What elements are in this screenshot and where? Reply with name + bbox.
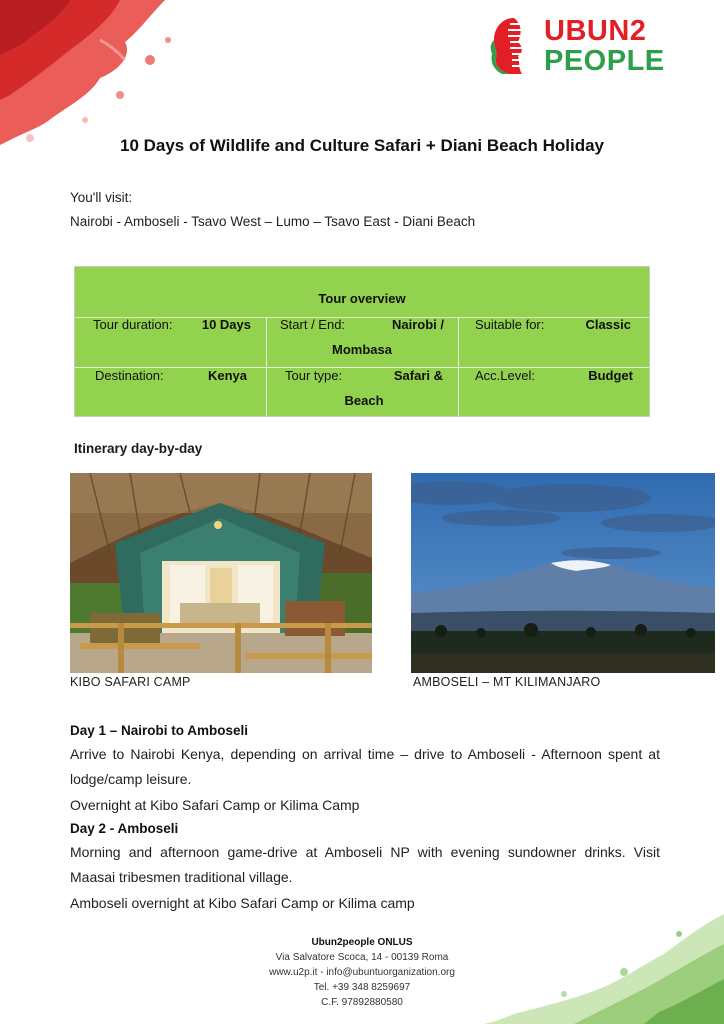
- tour-type-value-cont: Beach: [344, 393, 384, 408]
- tour-overview-header: [75, 267, 649, 318]
- day-2-overnight: Amboseli overnight at Kibo Safari Camp or Kilima camp: [70, 895, 415, 911]
- footer-tax-code: C.F. 97892880580: [321, 997, 403, 1008]
- cell-tour-type: [285, 363, 443, 413]
- day-1-overnight: Overnight at Kibo Safari Camp or Kilima Camp: [70, 797, 360, 813]
- logo-text-people: PEOPLE: [544, 45, 665, 77]
- suitable-for-label: Suitable for:: [475, 317, 545, 332]
- photo-caption-kilimanjaro: AMBOSELI – MT KILIMANJARO: [413, 675, 601, 689]
- cell-acc-level: [475, 363, 633, 413]
- footer-web-email: www.u2p.it - info@ubuntuorganization.org: [269, 967, 455, 978]
- footer-address: Via Salvatore Scoca, 14 - 00139 Roma: [275, 952, 449, 963]
- acc-level-value: Budget: [588, 368, 633, 383]
- face-silhouette-logo-icon: [488, 16, 540, 76]
- itinerary-heading: Itinerary day-by-day: [74, 441, 203, 456]
- start-end-value: Nairobi /: [391, 317, 444, 332]
- red-paint-splash-decoration: [0, 0, 200, 150]
- visit-label: You'll visit:: [70, 190, 133, 205]
- footer-phone: Tel. +39 348 8259697: [313, 982, 411, 993]
- destination-value: Kenya: [207, 368, 247, 383]
- document-title: 10 Days of Wildlife and Culture Safari + Diani Beach Holiday: [119, 136, 604, 155]
- kibo-safari-camp-photo: [70, 473, 372, 673]
- day-2-description: Morning and afternoon game-drive at Amboseli NP with evening sundowner drinks. Visit Maasai tribesmen traditional village.: [70, 844, 660, 885]
- footer: [0, 935, 724, 1010]
- tour-type-label: Tour type:: [285, 368, 343, 383]
- amboseli-kilimanjaro-photo: [411, 473, 715, 673]
- tour-duration-value: 10 Days: [201, 317, 251, 332]
- footer-org-name: Ubun2people ONLUS: [311, 937, 413, 948]
- route-text: Nairobi - Amboseli - Tsavo West – Lumo – Tsavo East - Diani Beach: [70, 214, 476, 229]
- cell-start-end: [280, 312, 444, 362]
- start-end-label: Start / End:: [280, 317, 346, 332]
- day-1-title: Day 1 – Nairobi to Amboseli: [70, 723, 249, 738]
- tour-type-value: Safari &: [393, 368, 443, 383]
- suitable-for-value: Classic: [585, 317, 631, 332]
- tour-duration-label: Tour duration:: [93, 317, 173, 332]
- day-2-title: Day 2 - Amboseli: [70, 821, 179, 836]
- photo-caption-camp: KIBO SAFARI CAMP: [70, 675, 191, 689]
- ubun2people-logo: [488, 14, 668, 78]
- acc-level-label: Acc.Level:: [475, 368, 535, 383]
- cell-suitable-for: [475, 312, 633, 362]
- tour-overview-heading: Tour overview: [318, 291, 406, 306]
- destination-label: Destination:: [95, 368, 164, 383]
- start-end-value-cont: Mombasa: [332, 342, 392, 357]
- cell-tour-duration: [93, 312, 251, 362]
- logo-text-ubun2: UBUN2: [544, 15, 647, 47]
- day-1-description: Arrive to Nairobi Kenya, depending on arrival time – drive to Amboseli - Afternoon spent at lodge/camp leisure.: [70, 746, 660, 787]
- tour-overview-table: [74, 266, 650, 417]
- cell-destination: [95, 363, 247, 413]
